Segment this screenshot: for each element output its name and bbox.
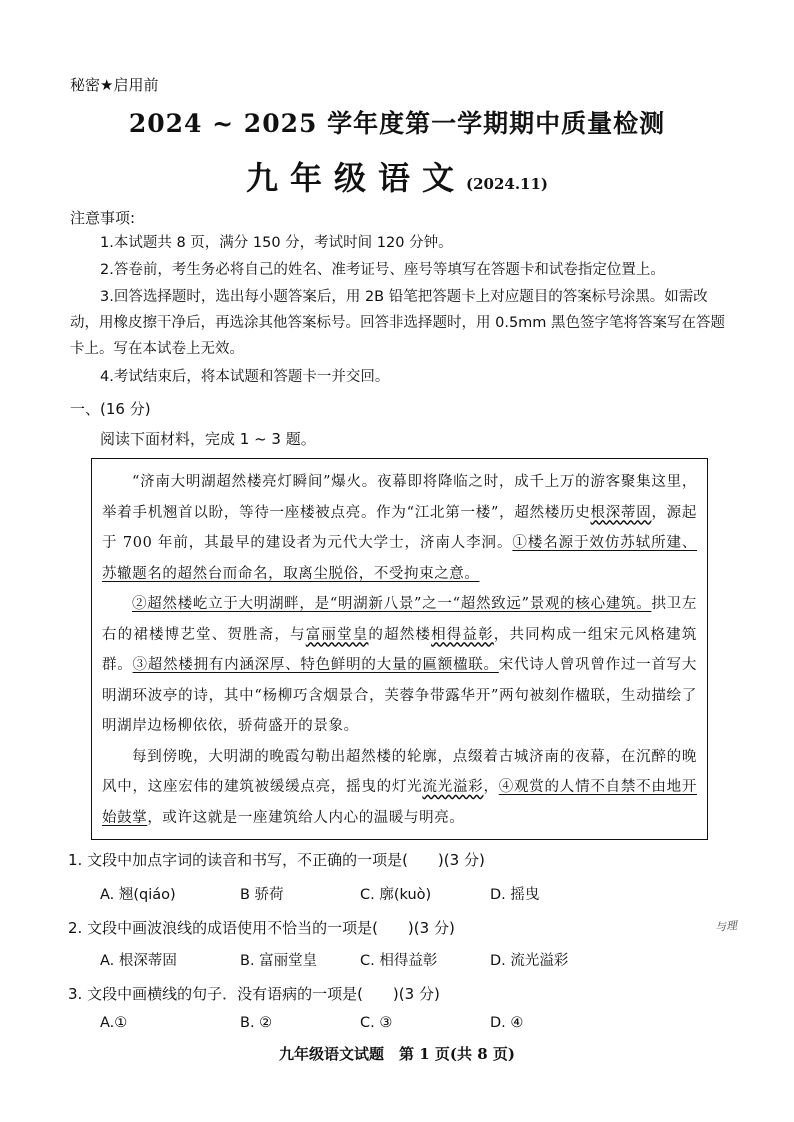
- underlined-sentence-1: ①楼名源于效仿苏轼所建、苏辙题名的超然台而命名，取离尘脱俗，不受拘束之意。: [102, 535, 697, 582]
- passage-text: 每到傍晚，大明湖的晚霞勾勒出超然楼的轮廓，点缀着古城济南的夜幕，在沉醉的晚风中，这座宏伟的建筑被缓缓点亮，摇曳的灯光: [102, 748, 697, 795]
- option-d[interactable]: D. 摇曳: [490, 887, 540, 903]
- notice-item-3: 3.回答选择题时，选出每小题答案后，用 2B 铅笔把答题卡上对应题目的答案标号涂黑。如需改动，用橡皮擦干净后，再选涂其他答案标号。回答非选择题时，用 0.5mm 黑色签字笔将答案写在答题卡上。写在本试卷上无效。: [70, 289, 726, 357]
- section-instruction: 阅读下面材料，完成 1 ~ 3 题。: [100, 430, 316, 448]
- passage-text: ，源起于 700 年前，其最早的建设者为元代大学士，济南人李泂。: [102, 504, 698, 551]
- wavy-idiom: 相得益彰: [431, 626, 494, 643]
- page-footer: 九年级语文试题 第 1 页(共 8 页): [279, 1045, 515, 1063]
- notice-item-1: 1.本试题共 8 页，满分 150 分，考试时间 120 分钟。: [100, 235, 453, 251]
- passage-paragraph-3: [102, 742, 697, 834]
- notice-heading: 注意事项:: [70, 209, 136, 227]
- notice-item-2: 2.答卷前，考生务必将自己的姓名、准考证号、座号等填写在答题卡和试卷指定位置上。: [100, 262, 665, 278]
- wavy-idiom: 富丽堂皇: [305, 626, 369, 643]
- notice-item-4: 4.考试结束后，将本试题和答题卡一并交回。: [100, 369, 390, 385]
- option-a[interactable]: A. 根深蒂固: [100, 953, 177, 969]
- option-d[interactable]: D. 流光溢彩: [490, 953, 569, 969]
- underlined-sentence-2: ②超然楼屹立于大明湖畔，是“明湖新八景”之一“超然致远”景观的核心建筑。: [132, 596, 652, 612]
- wavy-idiom: 根深蒂固: [590, 504, 652, 521]
- question-3: 3. 文段中画横线的句子．没有语病的一项是( )(3 分): [68, 985, 440, 1003]
- handwritten-note: 与理: [714, 918, 738, 935]
- section-heading: 一、(16 分): [70, 400, 151, 418]
- exam-subject: 九年级语文: [245, 159, 466, 197]
- exam-subject-line: [0, 153, 794, 199]
- option-b[interactable]: B. 富丽堂皇: [240, 953, 318, 969]
- passage-text: ，: [483, 779, 499, 795]
- option-c[interactable]: C. 相得益彰: [360, 953, 438, 969]
- passage-text: 拱卫左右的裙楼博艺堂、贺胜斋，与: [102, 596, 697, 643]
- reading-passage: [91, 458, 708, 840]
- option-c[interactable]: C. 廓(kuò): [360, 887, 432, 903]
- question-1: 1. 文段中加点字词的读音和书写，不正确的一项是( )(3 分): [68, 851, 485, 869]
- confidential-label: 秘密★启用前: [70, 76, 159, 94]
- underlined-sentence-3: ③超然楼拥有内涵深厚、特色鲜明的大量的匾额楹联。: [132, 657, 499, 673]
- passage-text: 宋代诗人曾巩曾作过一首写大明湖环波亭的诗，其中“杨柳巧含烟景合，芙蓉争带露华开”两句被刻作楹联，生动描绘了明湖岸边杨柳依依，骄荷盛开的景象。: [102, 657, 697, 734]
- passage-paragraph-1: [102, 467, 697, 589]
- passage-text: 的超然楼: [368, 626, 432, 643]
- option-a[interactable]: A.①: [100, 1015, 128, 1031]
- passage-text: ，共同构成一组宋元风格建筑群。: [102, 626, 697, 673]
- passage-text: “济南大明湖超然楼亮灯瞬间”爆火。夜幕即将降临之时，成千上万的游客聚集这里，举着手机翘首以盼，等待一座楼被点亮。作为“江北第一楼”，超然楼历史: [102, 474, 697, 521]
- exam-title: 2024 ~ 2025 学年度第一学期期中质量检测: [128, 109, 666, 138]
- option-c[interactable]: C. ③: [360, 1015, 393, 1031]
- exam-date: (2024.11): [465, 175, 549, 193]
- passage-paragraph-2: [102, 589, 697, 742]
- option-a[interactable]: A. 翘(qiáo): [100, 887, 176, 903]
- option-b[interactable]: B. ②: [240, 1015, 273, 1031]
- option-b[interactable]: B 骄荷: [240, 887, 284, 903]
- option-d[interactable]: D. ④: [490, 1015, 524, 1031]
- question-2: 2. 文段中画波浪线的成语使用不恰当的一项是( )(3 分): [68, 919, 455, 937]
- wavy-idiom: 流光溢彩: [422, 779, 484, 795]
- passage-text: ，或许这就是一座建筑给人内心的温暖与明亮。: [147, 809, 465, 826]
- underlined-sentence-4: ④观赏的人情不自禁不由地开始鼓掌: [102, 779, 697, 826]
